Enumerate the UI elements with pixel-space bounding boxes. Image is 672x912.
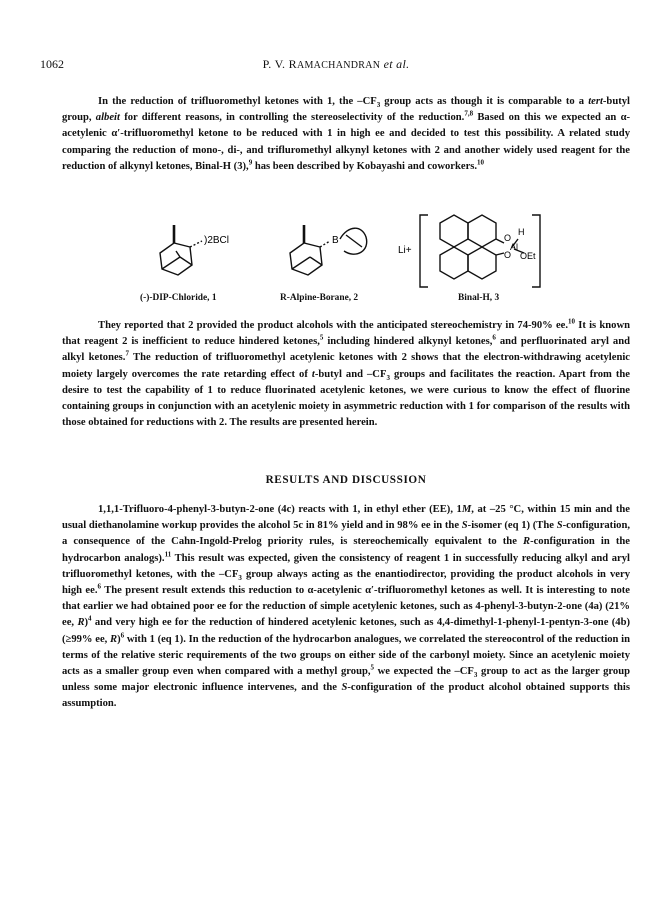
- oet-label: OEt: [520, 251, 536, 261]
- results-paragraph: They reported that 2 provided the product alcohols with the anticipated stereochemistry in 74-90% ee.$^{10}$ It is known that reagent 2 is inefficient to reduce hindered ketones,$^5$ including hindered alkynyl ketones,$^6$ and perfluorinated aryl and alkyl ketones.$^7$ The reduction of trifluoromethyl acetylenic ketones with 2 shows that the electron-withdrawing acetylenic moiety largely overcomes the rate retarding effect of t-butyl and $-CF_3$ groups and facilitates the reaction. Apart from the desire to test the capability of 1 to reduce fluorinated acetylenic ketones, we were curious to know the effect of fluorine containing groups in conjunction with an acetylenic moiety in asymmetric reduction with 1 for comparison of the results with those obtained for reductions with 2. The results are presented herein.: [62, 317, 631, 429]
- reagent-structures-figure: [140, 195, 580, 315]
- page-header: [40, 57, 632, 73]
- o1-label: O: [504, 233, 512, 243]
- dip-label: )2BCl: [204, 235, 230, 246]
- caption-binal-h: Binal-H, 3: [458, 293, 500, 303]
- discussion-paragraph: 1,1,1-Trifluoro-4-phenyl-3-butyn-2-one (4c) reacts with 1, in ethyl ether (EE), 1M, at –25 °C, within 15 min and the usual diethanolamine workup provides the alcohol 5c in 81% yield and in 98% ee in the S-isomer (eq 1) (The S-configuration, a consequence of the Cahn-Ingold-Prelog priority rules, is stereochemically equivalent to the R-configuration in the hydrocarbon analogs).$^{11}$ This result was expected, given the consistency of reagent 1 in successfully reducing alkyl and aryl trifluoromethyl ketones, with the $-CF_3$ group always acting as the enantiodirector, providing the product alcohols in very high ee.$^6$ The present result extends this reduction to α-acetylenic α′-trifluoromethyl ketones as well. It is interesting to note that earlier we had obtained poor ee for the reduction of simple acetylenic ketones, such as 4-phenyl-3-butyn-2-one (4a) (21% ee, R)$^4$ and very high ee for the reduction of hindered acetylenic ketones, such as 4,4-dimethyl-1-phenyl-1-pentyn-3-one (4b) (≥99% ee, R)$^6$ with 1 (eq 1). In the reduction of the hydrocarbon analogues, we correlated the stereocontrol of the reduction in terms of the relative steric requirements of the two groups on either side of the carbonyl moiety. Since an acetylenic moiety acts as a smaller group even when compared with a methyl group,$^5$ we expected the $-CF_3$ group to act as the larger group unless some major electronic influence intervenes, and the S-configuration of the product alcohol obtained supports this assumption.: [62, 504, 631, 710]
- running-head: P. V. RAMACHANDRAN et al.: [262, 57, 410, 71]
- intro-paragraph: In the reduction of trifluoromethyl ketones with 1, the $-CF_3$ group acts as though it is comparable to a tert-butyl group, albeit for different reasons, in controlling the stereoselectivity of the reduction.$^{7,8}$ Based on this we expected an α-acetylenic α′-trifluoromethyl ketone to be reduced with 1 in high ee and decided to test this possibility. A related study comparing the reduction of mono-, di-, and trifluromethyl alkynyl ketones with 2 and another widely used reagent for the reduction of alkynyl ketones, Binal-H (3),$^9$ has been described by Kobayashi and coworkers.$^{10}$: [62, 96, 631, 172]
- alpine-b-label: B: [332, 235, 339, 246]
- caption-alpine-borane: R-Alpine-Borane, 2: [280, 293, 359, 303]
- h-label: H: [518, 227, 525, 237]
- o2-label: O: [504, 250, 512, 260]
- al-label: Al: [510, 242, 519, 252]
- caption-dip-chloride: (-)-DIP-Chloride, 1: [140, 293, 217, 303]
- page-number: 1062: [40, 57, 64, 71]
- section-heading: RESULTS AND DISCUSSION: [265, 474, 427, 486]
- li-label: Li+: [398, 245, 412, 256]
